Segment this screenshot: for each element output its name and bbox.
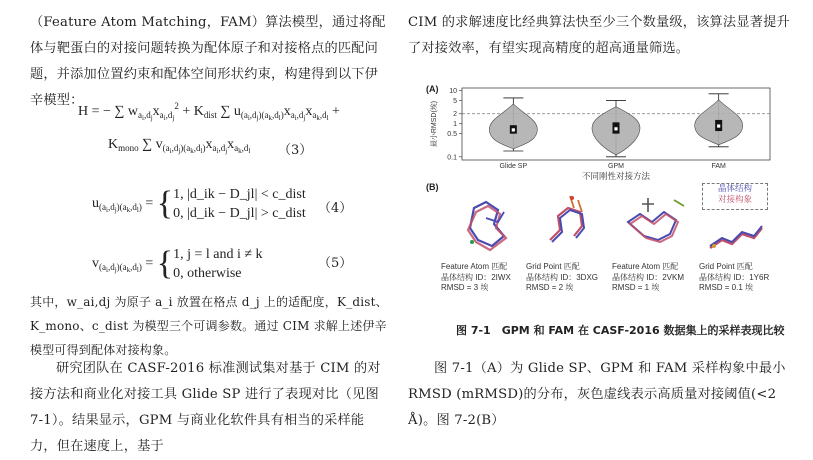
molecule-3-image xyxy=(628,198,684,242)
molecule-4-caption xyxy=(699,262,769,294)
equation-4-number: （4） xyxy=(318,201,353,216)
molecule-1-caption xyxy=(441,262,511,294)
y-axis-label: 最小RMSD(埃) xyxy=(431,100,438,148)
violin-median-1 xyxy=(614,127,617,130)
y-tick-label-0: 0.1 xyxy=(447,154,457,162)
eq5-case-2: 0, otherwise xyxy=(173,266,242,281)
violin-median-0 xyxy=(512,128,515,131)
molecule-1-line2: 晶体结构 ID：2IWX xyxy=(441,272,511,282)
x-tick-label-1: GPM xyxy=(608,163,624,170)
violin-median-2 xyxy=(717,124,720,127)
molecule-1-line3: RMSD = 3 埃 xyxy=(441,283,489,292)
left-paragraph-2: 其中，w_ai,dj 为原子 a_i 放置在格点 d_j 上的适配度，K_dist、K_mono、c_dist 为模型三个可调参数。通过 CIM 求解上述伊辛模型可得到配体对接构象。 xyxy=(30,295,388,357)
molecule-2-caption xyxy=(526,262,598,294)
right-paragraph-1: CIM 的求解速度比经典算法快至少三个数量级，该算法显著提升了对接效率，有望实现高精度的超高通量筛选。 xyxy=(408,15,790,56)
y-tick-label-4: 5 xyxy=(453,98,457,106)
y-tick-label-1: 0.5 xyxy=(447,131,457,139)
x-tick-label-0: Glide SP xyxy=(499,163,528,170)
equation-4: $u_{(a_i,d_j)(a_k,d_l)} = \{1$, |d_ik − D_jl| < c_dist 0, |d_ik − D_jl| > c_dist xyxy=(92,185,306,222)
equation-3-line-1: H = − ∑ $w_{a_i,d_j}x_{a_i,d_j}^2 + K_{dist}$ ∑ $u_{(a_i,d_j)(a_k,d_l)}x_{a_i,d_j}x_{a_k,d_l}$ + xyxy=(78,101,340,122)
equation-3-number: （3） xyxy=(278,143,313,158)
molecule-3-line1: Feature Atom 匹配 xyxy=(612,262,679,271)
left-paragraph-1: （Feature Atom Matching，FAM）算法模型，通过将配体与靶蛋白的对接问题转换为配体原子和对接格点的匹配问题，并添加位置约束和配体空间形状约束，构建得到以下伊辛模型： xyxy=(30,15,386,108)
chart-labels xyxy=(429,101,726,182)
eq4-case-1: 1, |d_ik − D_jl| < c_dist xyxy=(173,187,306,202)
figure-caption: 图 7-1 GPM 和 FAM 在 CASF-2016 数据集上的采样表现比较 xyxy=(456,324,785,337)
equation-5-number: （5） xyxy=(318,256,353,271)
molecule-4-line2: 晶体结构 ID：1Y6R xyxy=(699,272,770,282)
molecule-2-line1: Grid Point 匹配 xyxy=(526,262,580,271)
molecule-3-line2: 晶体结构 ID：2VKM xyxy=(612,272,685,282)
equation-3-line-2: $K_{mono}$ ∑ $v_{(a_i,d_j)(a_k,d_l)}x_{a_i,d_j}x_{a_k,d_l}$ xyxy=(108,137,251,155)
y-tick-label-2: 1 xyxy=(453,121,457,129)
x-axis-label: 不同刚性对接方法 xyxy=(581,172,651,182)
eq4-case-2: 0, |d_ik − D_jl| > c_dist xyxy=(173,206,306,221)
molecule-3-caption xyxy=(612,262,684,294)
molecule-2-image xyxy=(550,196,584,242)
equation-5: $v_{(a_i,d_j)(a_k,d_l)} = \{1$, j = l and i ≠ k 0, otherwise xyxy=(92,245,263,282)
molecule-3-line3: RMSD = 1 埃 xyxy=(612,283,660,292)
legend-docked: 对接构象 xyxy=(717,195,752,205)
violin-chart xyxy=(420,82,780,182)
molecule-2-line3: RMSD = 2 埃 xyxy=(526,283,574,292)
legend-crystal: 晶体结构 xyxy=(717,184,752,194)
right-paragraph-2: 图 7-1（A）为 Glide SP、GPM 和 FAM 采样构象中最小 RMSD (mRMSD)的分布，灰色虚线表示高质量对接阈值(<2 Å)。图 7-2(B） xyxy=(408,361,786,428)
y-tick-label-5: 10 xyxy=(449,88,457,96)
eq5-case-1: 1, j = l and i ≠ k xyxy=(173,247,263,262)
molecule-4-image xyxy=(710,226,762,248)
panel-a-label: (A) xyxy=(426,84,439,94)
left-paragraph-3: 研究团队在 CASF-2016 标准测试集对基于 CIM 的对接方法和商业化对接工具 Glide SP 进行了表现对比（见图 7-1）。结果显示，GPM 与商业化软件具有相当的采样能力，但在速度上，基于 xyxy=(30,361,381,454)
molecule-4-line3: RMSD = 0.1 埃 xyxy=(699,283,754,292)
molecule-1-image xyxy=(468,202,506,250)
chart-violins xyxy=(489,94,742,157)
molecule-2-line2: 晶体结构 ID：3DXG xyxy=(526,272,599,282)
x-tick-label-2: FAM xyxy=(711,163,726,170)
figure-legend xyxy=(702,183,768,210)
molecule-1-line1: Feature Atom 匹配 xyxy=(441,262,508,271)
molecule-4-line1: Grid Point 匹配 xyxy=(699,262,753,271)
panel-b-label: (B) xyxy=(426,182,439,192)
y-tick-label-3: 2 xyxy=(453,111,457,119)
